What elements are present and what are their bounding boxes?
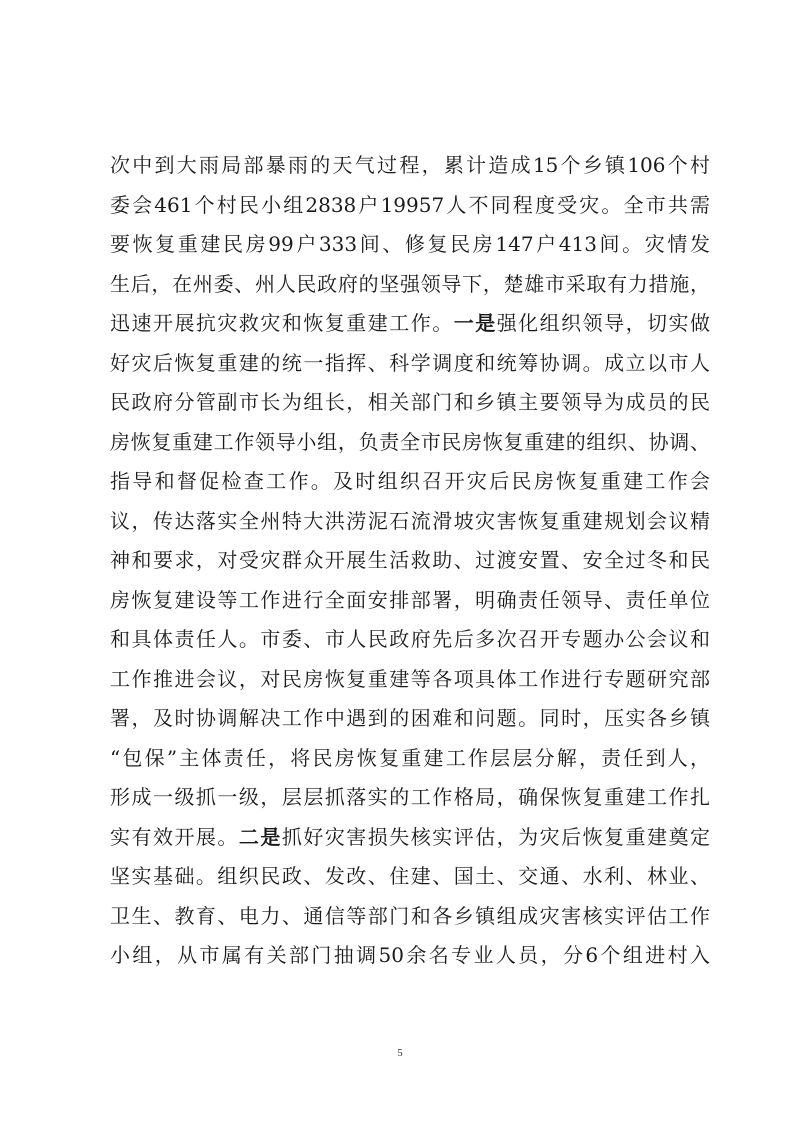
bold-marker: 一是 — [453, 311, 497, 335]
text-line: 民政府分管副市长为组长，相关部门和乡镇主要领导为成员的民 — [110, 390, 710, 414]
text-run: 抓好灾害损失核实评估，为灾后恢复重建奠定 — [281, 824, 710, 849]
text-line: 署，及时协调解决工作中遇到的困难和问题。同时，压实各乡镇 — [110, 706, 710, 730]
text-line: 形成一级抓一级，层层抓落实的工作格局，确保恢复重建工作扎 — [110, 785, 710, 809]
text-line: 坚实基础。组织民政、发改、住建、国土、交通、水利、林业、 — [110, 864, 710, 888]
text-line — [110, 818, 710, 858]
text-line — [110, 304, 710, 344]
text-line: “包保”主体责任，将民房恢复重建工作层层分解，责任到人， — [110, 745, 710, 770]
text-run: 迅速开展抗灾救灾和恢复重建工作。 — [110, 311, 454, 335]
text-line: 小组，从市属有关部门抽调50余名专业人员，分6个组进村入 — [110, 943, 710, 967]
page-number: 5 — [397, 1047, 403, 1059]
text-line: 卫生、教育、电力、通信等部门和各乡镇组成灾害核实评估工作 — [110, 903, 710, 928]
body-text — [110, 146, 710, 976]
bold-marker: 二是 — [238, 824, 282, 849]
text-line: 房恢复建设等工作进行全面安排部署，明确责任领导、责任单位 — [110, 587, 710, 612]
text-line: 议，传达落实全州特大洪涝泥石流滑坡灾害恢复重建规划会议精 — [110, 508, 710, 533]
text-line: 好灾后恢复重建的统一指挥、科学调度和统筹协调。成立以市人 — [110, 350, 710, 375]
text-line: 指导和督促检查工作。及时组织召开灾后民房恢复重建工作会 — [110, 469, 710, 493]
text-line: 神和要求，对受灾群众开展生活救助、过渡安置、安全过冬和民 — [110, 548, 710, 572]
text-run: 实有效开展。 — [110, 824, 239, 849]
text-line: 要恢复重建民房99户333间、修复民房147户413间。灾情发 — [110, 232, 710, 256]
text-line: 房恢复重建工作领导小组，负责全市民房恢复重建的组织、协调、 — [110, 429, 710, 454]
text-line: 工作推进会议，对民房恢复重建等各项具体工作进行专题研究部 — [110, 666, 710, 691]
text-line: 委会461个村民小组2838户19957人不同程度受灾。全市共需 — [110, 192, 710, 217]
text-run: 强化组织领导，切实做 — [496, 311, 710, 335]
text-line: 次中到大雨局部暴雨的天气过程，累计造成15个乡镇106个村 — [110, 153, 710, 177]
text-line: 生后，在州委、州人民政府的坚强领导下，楚雄市采取有力措施， — [110, 271, 710, 296]
text-line: 和具体责任人。市委、市人民政府先后多次召开专题办公会议和 — [110, 627, 710, 651]
